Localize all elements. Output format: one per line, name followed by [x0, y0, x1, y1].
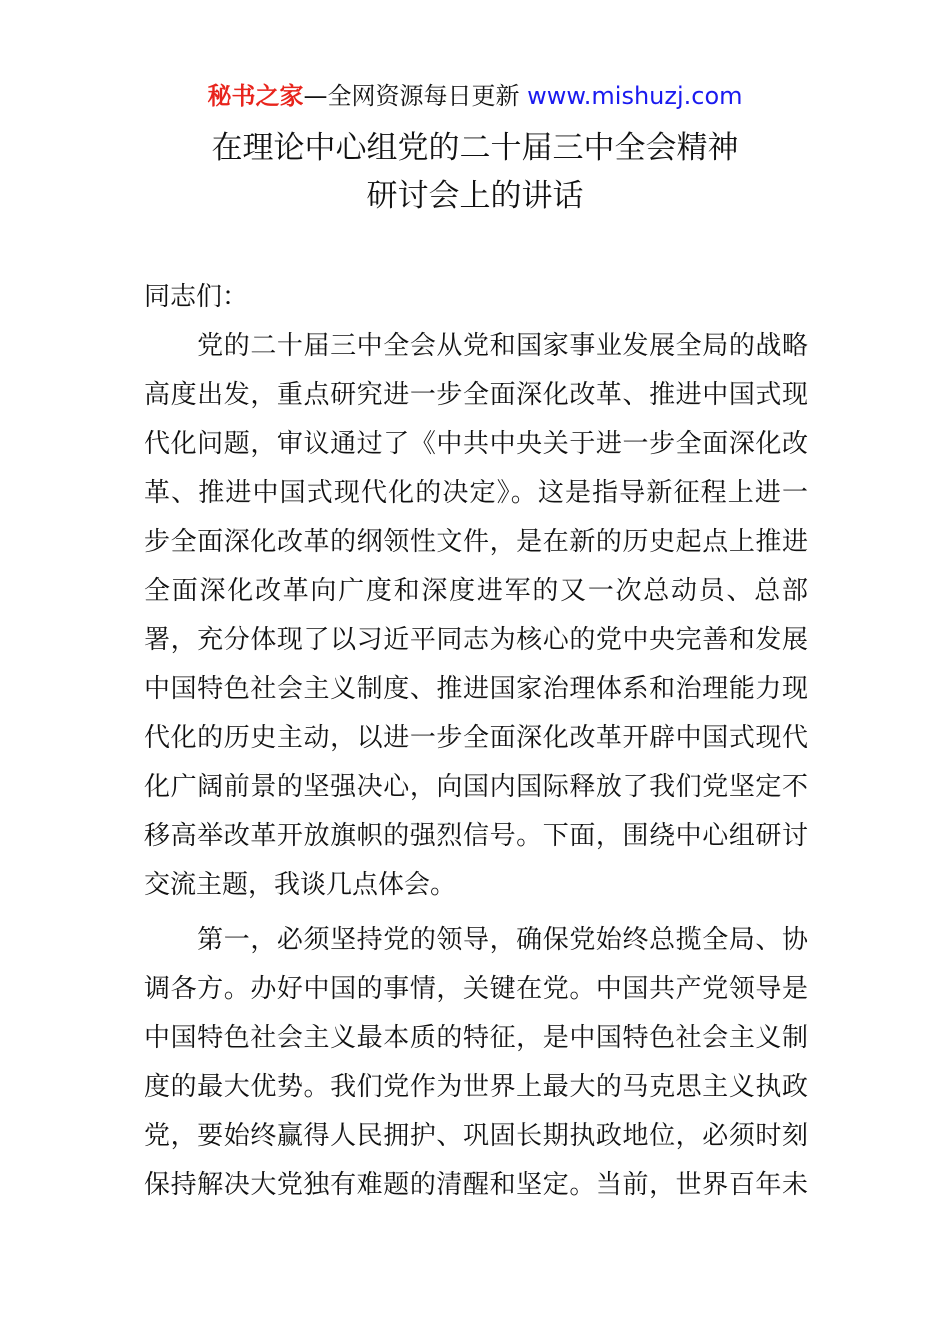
site-header — [0, 80, 950, 112]
document-title-line-1: 在理论中心组党的二十届三中全会精神 — [211, 130, 739, 166]
paragraph-line: 全面深化改革向广度和深度进军的又一次总动员、总部 — [144, 576, 808, 606]
document-title-line-2: 研讨会上的讲话 — [366, 178, 584, 214]
paragraph-line: 调各方。办好中国的事情，关键在党。中国共产党领导是 — [144, 974, 808, 1004]
brand-name: 秘书之家 — [207, 82, 304, 110]
paragraph-line: 交流主题，我谈几点体会。 — [144, 870, 457, 900]
paragraph-line: 度的最大优势。我们党作为世界上最大的马克思主义执政 — [144, 1072, 808, 1102]
paragraph-line: 署，充分体现了以习近平同志为核心的党中央完善和发展 — [144, 625, 808, 655]
paragraph-line: 中国特色社会主义最本质的特征，是中国特色社会主义制 — [144, 1023, 808, 1053]
paragraph-line: 高度出发，重点研究进一步全面深化改革、推进中国式现 — [144, 380, 808, 410]
paragraph-line: 移高举改革开放旗帜的强烈信号。下面，围绕中心组研讨 — [144, 821, 808, 851]
paragraph-line: 党，要始终赢得人民拥护、巩固长期执政地位，必须时刻 — [144, 1121, 808, 1151]
paragraph-line: 保持解决大党独有难题的清醒和坚定。当前，世界百年未 — [144, 1170, 808, 1200]
paragraph-2 — [144, 916, 808, 1210]
paragraph-line: 步全面深化改革的纲领性文件，是在新的历史起点上推进 — [144, 527, 808, 557]
paragraph-line: 代化的历史主动，以进一步全面深化改革开辟中国式现代 — [144, 723, 808, 753]
paragraph-line: 代化问题，审议通过了《中共中央关于进一步全面深化改 — [144, 429, 808, 459]
paragraph-line: 化广阔前景的坚强决心，向国内国际释放了我们党坚定不 — [144, 772, 808, 802]
paragraph-line: 党的二十届三中全会从党和国家事业发展全局的战略 — [144, 331, 808, 361]
header-tagline: —全网资源每日更新 — [303, 82, 520, 110]
salutation: 同志们： — [144, 282, 249, 312]
site-url-link[interactable]: www.mishuzj.com — [527, 82, 743, 110]
paragraph-line: 第一，必须坚持党的领导，确保党始终总揽全局、协 — [144, 925, 808, 955]
paragraph-line: 中国特色社会主义制度、推进国家治理体系和治理能力现 — [144, 674, 808, 704]
paragraph-1 — [144, 322, 808, 910]
paragraph-line: 革、推进中国式现代化的决定》。这是指导新征程上进一 — [144, 478, 808, 508]
